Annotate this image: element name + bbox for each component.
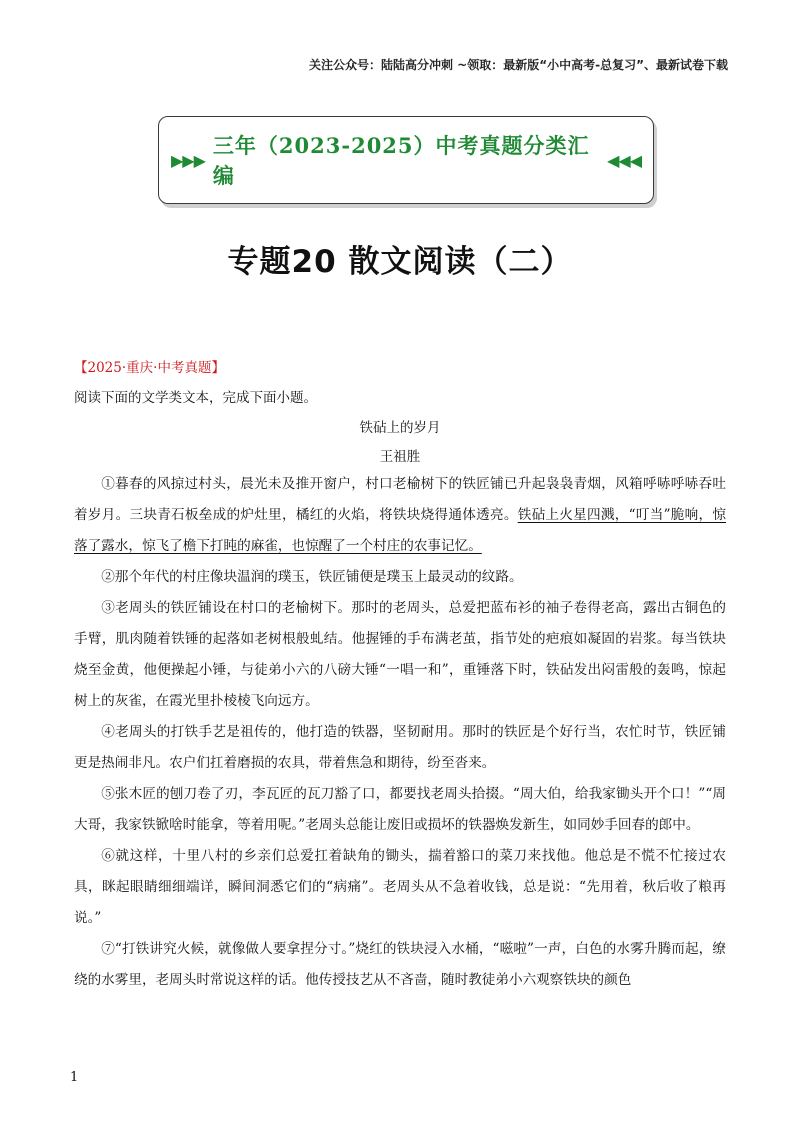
- underlined-sentence: 铁砧上火星四溅，“叮当”脆响，惊落了露水，惊飞了檐下打盹的麻雀，也惊醒了一个村庄的农事记忆。: [74, 507, 726, 554]
- paragraph-7: ⑦“打铁讲究火候，就像做人要拿捏分寸。”烧红的铁块浸入水桶，“嗞啦”一声，白色的水雾升腾而起，缭绕的水雾里，老周头时常说这样的话。他传授技艺从不吝啬，随时教徒弟小六观察铁块的颜色: [74, 941, 726, 988]
- left-arrows-icon: ▶▶▶: [171, 150, 205, 170]
- article-body: [74, 469, 726, 996]
- paragraph-6: ⑥就这样，十里八村的乡亲们总爱扛着缺角的锄头，揣着豁口的菜刀来找他。他总是不慌不忙接过农具，眯起眼睛细细端详，瞬间洞悉它们的“病痛”。老周头从不急着收钱，总是说：“先用着，秋后收了粮再说。”: [74, 848, 726, 926]
- article-author: 王祖胜: [379, 449, 421, 465]
- page-title: 专题20 散文阅读（二）: [227, 244, 573, 280]
- page-number: 1: [70, 1070, 79, 1085]
- title-banner: [158, 116, 654, 204]
- intro-text: 阅读下面的文学类文本，完成下面小题。: [74, 390, 317, 406]
- paragraph-4: ④老周头的打铁手艺是祖传的，他打造的铁器，坚韧耐用。那时的铁匠是个好行当，农忙时节，铁匠铺更是热闹非凡。农户们扛着磨损的农具，带着焦急和期待，纷至沓来。: [74, 724, 726, 771]
- source-tag: 【2025·重庆·中考真题】: [74, 360, 225, 376]
- header-note: 关注公众号：陆陆高分冲刺 ~领取：最新版“小中高考-总复习”、最新试卷下载: [309, 58, 728, 72]
- paragraph-5: ⑤张木匠的刨刀卷了刃，李瓦匠的瓦刀豁了口，都要找老周头拾掇。“周大伯，给我家锄头开个口！”“周大哥，我家铁锨啥时能拿，等着用呢。”老周头总能让废旧或损坏的铁器焕发新生，如同妙手回春的郎中。: [74, 786, 726, 833]
- banner-text: 三年（2023-2025）中考真题分类汇编: [212, 133, 590, 188]
- article-title: 铁砧上的岁月: [359, 420, 441, 436]
- paragraph-3: ③老周头的铁匠铺设在村口的老榆树下。那时的老周头，总爱把蓝布衫的袖子卷得老高，露出古铜色的手臂，肌肉随着铁锤的起落如老树根般虬结。他握锤的手布满老茧，指节处的疤痕如凝固的岩浆。每当铁块烧至金黄，他便操起小锤，与徒弟小六的八磅大锤“一唱一和”，重锤落下时，铁砧发出闷雷般的轰鸣，惊起树上的灰雀，在霞光里扑棱棱飞向远方。: [74, 600, 726, 709]
- paragraph-1: ①暮春的风掠过村头，晨光未及推开窗户，村口老榆树下的铁匠铺已升起袅袅青烟，风箱呼哧呼哧吞吐着岁月。三块青石板垒成的炉灶里，橘红的火焰，将铁块烧得通体透亮。铁砧上火星四溅，“叮当”脆响，惊落了露水，惊飞了檐下打盹的麻雀，也惊醒了一个村庄的农事记忆。: [74, 476, 726, 554]
- paragraph-2: ②那个年代的村庄像块温润的璞玉，铁匠铺便是璞玉上最灵动的纹路。: [101, 569, 523, 585]
- banner-inner: [163, 121, 649, 199]
- right-arrows-icon: ◀◀◀: [607, 150, 641, 170]
